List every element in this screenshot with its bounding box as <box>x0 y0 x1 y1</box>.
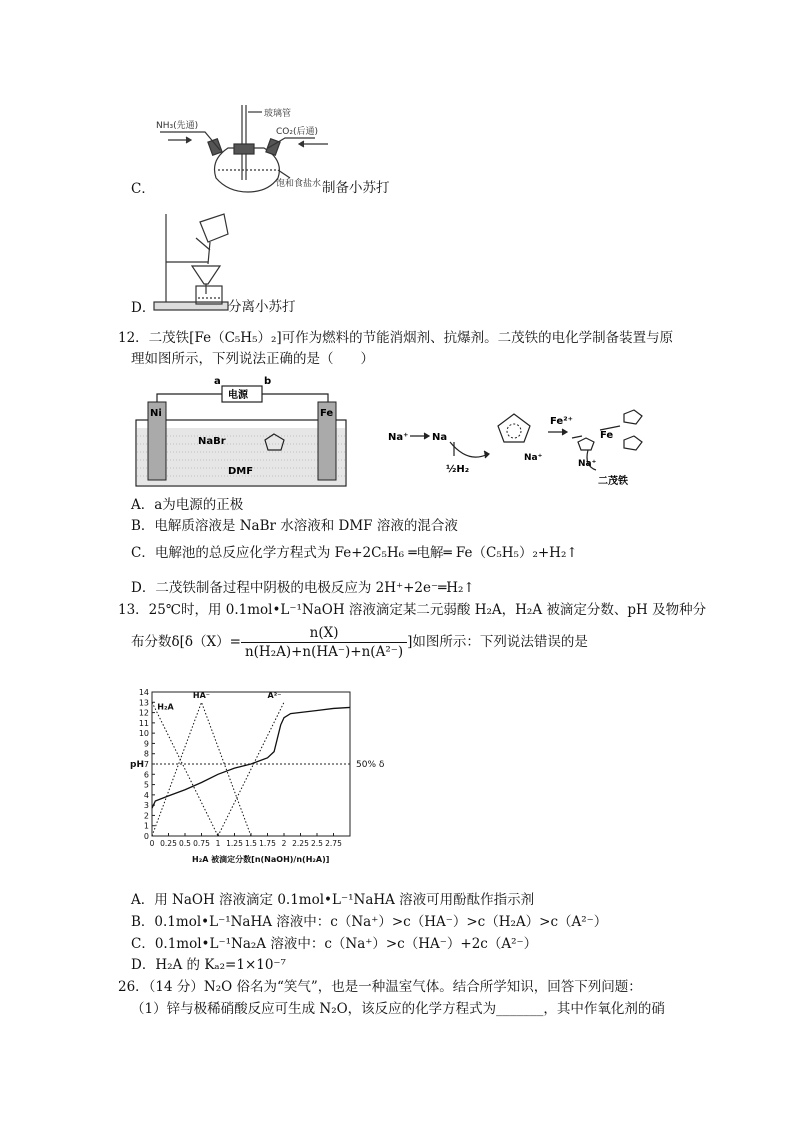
q13-stem-line2 <box>131 624 588 661</box>
x-tick-label: 1.25 <box>226 839 243 848</box>
y-tick-label: 4 <box>143 790 149 800</box>
fe-center-label: Fe <box>600 430 614 441</box>
na-plus-ion-label: Na⁺ <box>524 453 543 463</box>
x-tick-label: 0.25 <box>160 839 177 848</box>
y-tick-label: 10 <box>138 729 149 739</box>
series-line-HA⁻ <box>152 702 251 836</box>
q12-option-d: D．二茂铁制备过程中阴极的电极反应为 2H⁺+2e⁻═H₂↑ <box>131 580 475 596</box>
mechanism-scheme-figure <box>388 394 648 494</box>
nabr-label: NaBr <box>198 436 226 447</box>
option-c-letter: C． <box>131 181 155 197</box>
q12-option-c: C．电解池的总反应化学方程式为 Fe+2C₅H₆ ═电解═ Fe（C₅H₅）₂+H₂↑ <box>131 545 578 561</box>
electrolysis-cell-figure <box>132 372 352 488</box>
option-d-apparatus-figure <box>152 208 232 316</box>
distribution-fraction <box>241 624 407 661</box>
brine-label: 饱和食盐水 <box>276 179 322 189</box>
y-tick-label: 12 <box>138 708 149 718</box>
x-tick-label: 2 <box>281 839 287 848</box>
x-tick-label: 2.5 <box>311 839 323 848</box>
x-tick-label: 1.5 <box>245 839 257 848</box>
q12-stem-line2: 理如图所示，下列说法正确的是（ ） <box>131 351 374 367</box>
fe2plus-label: Fe²⁺ <box>550 416 573 427</box>
q13-option-b: B．0.1mol•L⁻¹NaHA 溶液中：c（Na⁺）>c（HA⁻）>c（H₂A）>c（A²⁻） <box>131 914 608 930</box>
fe-electrode-label: Fe <box>320 408 334 419</box>
q12-option-b: B．电解质溶液是 NaBr 水溶液和 DMF 溶液的混合液 <box>131 518 458 534</box>
q13-stem-line2-prefix: 布分数δ[δ（X）= <box>131 634 241 650</box>
power-b-label: b <box>264 376 272 387</box>
y-tick-label: 7 <box>143 760 149 769</box>
option-d-letter: D． <box>131 300 156 316</box>
q13-stem-line1: 13．25℃时，用 0.1mol•L⁻¹NaOH 溶液滴定某二元弱酸 H₂A，H₂A 被滴定分数、pH 及物种分 <box>118 602 707 618</box>
q26-line2: （1）锌与极稀硝酸反应可生成 N₂O，该反应的化学方程式为_______，其中作氧化剂的硝 <box>131 1001 665 1017</box>
nh3-label: NH₃(先通) <box>156 121 199 131</box>
q13-option-a: A．用 NaOH 溶液滴定 0.1mol•L⁻¹NaHA 溶液可用酚酞作指示剂 <box>131 892 535 908</box>
reference-line-label: 50% δ <box>356 760 385 770</box>
y-tick-label: 6 <box>143 770 149 780</box>
q12-stem-line1: 12．二茂铁[Fe（C₅H₅）₂]可作为燃料的节能消烟剂、抗爆剂。二茂铁的电化学制备装置与原 <box>118 330 674 346</box>
series-line-pH <box>152 707 350 808</box>
dmf-label: DMF <box>228 466 254 477</box>
ferrocene-label: 二茂铁 <box>598 476 628 487</box>
na-label: Na <box>432 432 448 443</box>
q13-option-d: D．H₂A 的 Kₐ₂=1×10⁻⁷ <box>131 957 286 973</box>
q13-stem-line2-suffix: ]如图所示：下列说法错误的是 <box>407 634 588 650</box>
x-tick-label: 0 <box>149 839 155 848</box>
x-tick-label: 2.75 <box>325 839 342 848</box>
y-tick-label: 9 <box>143 739 149 749</box>
series-label: A²⁻ <box>267 691 282 701</box>
y-tick-label: 13 <box>138 698 149 708</box>
option-c-label: 制备小苏打 <box>322 180 390 196</box>
titration-chart <box>128 684 408 880</box>
series-line-A²⁻ <box>218 702 284 836</box>
y-tick-label: 8 <box>143 749 149 759</box>
fraction-numerator: n(X) <box>241 624 407 643</box>
option-d-label: 分离小苏打 <box>228 299 296 315</box>
na-plus-label: Na⁺ <box>388 432 409 443</box>
y-tick-label: 2 <box>143 811 149 821</box>
y-tick-label: 5 <box>143 780 149 790</box>
option-c-apparatus-figure <box>150 100 330 195</box>
y-tick-label: 1 <box>143 821 149 831</box>
power-a-label: a <box>214 376 221 387</box>
x-tick-label: 1.75 <box>259 839 276 848</box>
glass-tube-label: 玻璃管 <box>264 109 292 119</box>
y-axis-label: pH <box>130 760 144 771</box>
q26-line1: 26．（14 分）N₂O 俗名为“笑气”，也是一种温室气体。结合所学知识，回答下列问题： <box>118 979 642 995</box>
x-tick-label: 2.25 <box>292 839 309 848</box>
half-h2-label: ½H₂ <box>446 464 470 475</box>
x-axis-label: H₂A 被滴定分数[n(NaOH)/n(H₂A)] <box>192 855 330 864</box>
y-tick-label: 3 <box>143 801 149 811</box>
q12-option-a: A．a为电源的正极 <box>131 497 244 513</box>
q13-option-c: C．0.1mol•L⁻¹Na₂A 溶液中：c（Na⁺）>c（HA⁻）+2c（A²⁻） <box>131 936 538 952</box>
co2-label: CO₂(后通) <box>276 127 318 137</box>
ni-electrode-label: Ni <box>150 408 162 419</box>
y-tick-label: 14 <box>138 688 149 697</box>
y-tick-label: 11 <box>138 718 149 728</box>
x-tick-label: 0.75 <box>193 839 210 848</box>
x-tick-label: 0.5 <box>179 839 191 848</box>
series-line-H₂A <box>152 702 218 836</box>
x-tick-label: 1 <box>215 839 221 848</box>
na-plus-product-label: Na⁺ <box>578 459 597 469</box>
power-source-label: 电源 <box>228 390 248 401</box>
series-label: HA⁻ <box>192 691 211 701</box>
series-label: H₂A <box>157 702 174 712</box>
fraction-denominator: n(H₂A)+n(HA⁻)+n(A²⁻) <box>244 644 404 660</box>
y-tick-label: 0 <box>143 832 149 841</box>
